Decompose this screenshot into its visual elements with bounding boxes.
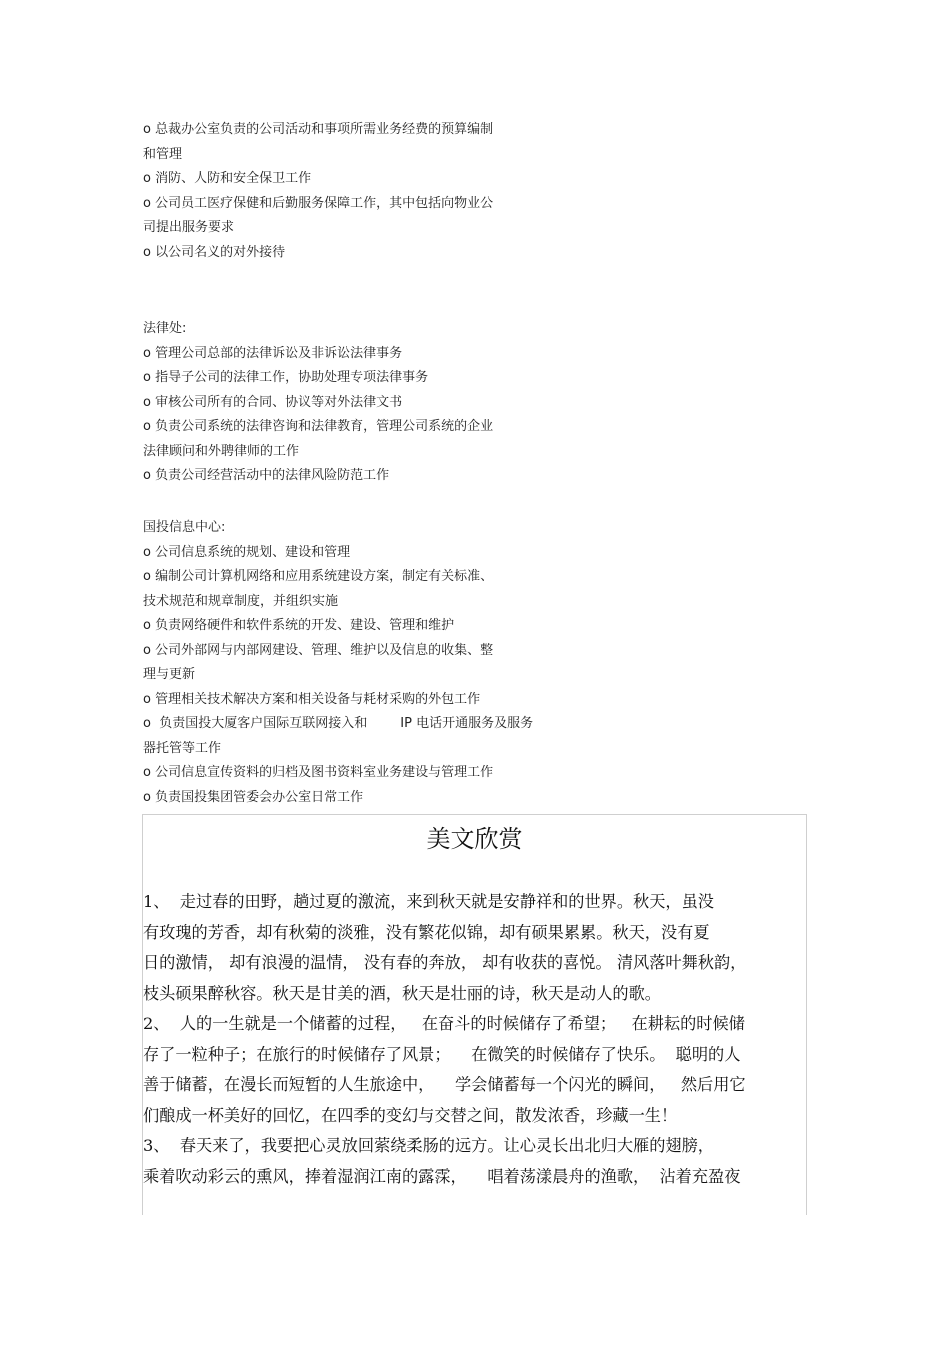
list-item: o 负责网络硬件和软件系统的开发、建设、管理和维护 [143, 618, 455, 633]
list-item: o 以公司名义的对外接待 [143, 244, 286, 260]
essay-paragraph: 2、 人的一生就是一个储蓄的过程， 在奋斗的时候储存了希望； 在耕耘的时候储 存了一粒种子；在旅行的时候储存了风景； 在微笑的时候储存了快乐。 聪明的人 善于储蓄，在漫长而短暂的人生旅途中， 学会储蓄每一个闪光的瞬间， 然后用它 们酿成一杯美好的回忆，在四季的变幻与交替之间，散发浓香，珍藏一生！ [143, 1014, 746, 1125]
list-item: o 编制公司计算机网络和应用系统建设方案，制定有关标准、 技术规范和规章制度，并组织实施 [143, 569, 494, 609]
list-item: o 公司员工医疗保健和后勤服务保障工作，其中包括向物业公 司提出服务要求 [143, 195, 494, 235]
list-item: o 指导子公司的法律工作，协助处理专项法律事务 [143, 370, 429, 385]
list-item: o 审核公司所有的合同、协议等对外法律文书 [143, 394, 403, 410]
essay-title: 美文欣赏 [426, 825, 523, 853]
list-item: o 公司信息宣传资料的归档及图书资料室业务建设与管理工作 [143, 765, 494, 780]
section-heading: 国投信息中心: [143, 520, 226, 535]
list-item: o 公司信息系统的规划、建设和管理 [143, 544, 351, 560]
legal-section [143, 317, 603, 489]
list-item: o 负责公司经营活动中的法律风险防范工作 [143, 468, 390, 483]
essay-paragraph: 1、 走过春的田野，趟过夏的激流，来到秋天就是安静祥和的世界。秋天，虽没 有玫瑰的芳香，却有秋菊的淡雅，没有繁花似锦，却有硕果累累。秋天，没有夏 日的激情， 却有浪漫的温情， 没有春的奔放， 却有收获的喜悦。 清风落叶舞秋韵， 枝头硕果醉秋容。秋天是甘美的酒，秋天是壮丽的诗，秋天是动人的歌。 [143, 892, 747, 1003]
list-item: o 管理公司总部的法律诉讼及非诉讼法律事务 [143, 345, 403, 361]
list-item: o 消防、人防和安全保卫工作 [143, 171, 312, 186]
essay-panel [142, 814, 807, 1215]
essay-body [143, 887, 806, 1192]
essay-paragraph: 3、 春天来了，我要把心灵放回萦绕柔肠的远方。让心灵长出北归大雁的翅膀， 乘着吹动彩云的熏风，捧着湿润江南的露霂， 唱着荡漾晨舟的渔歌， 沾着充盈夜 [143, 1136, 741, 1186]
list-item: o 管理相关技术解决方案和相关设备与耗材采购的外包工作 [143, 691, 481, 707]
list-item: o 公司外部网与内部网建设、管理、维护以及信息的收集、整 理与更新 [143, 642, 494, 682]
admin-duties [143, 118, 603, 265]
list-item: o 负责国投集团管委会办公室日常工作 [143, 789, 364, 805]
info-center-section [143, 516, 613, 810]
list-item: o 负责国投大厦客户国际互联网接入和 IP 电话开通服务及服务 器托管等工作 [143, 716, 534, 756]
list-item: o 总裁办公室负责的公司活动和事项所需业务经费的预算编制 和管理 [143, 122, 494, 162]
list-item: o 负责公司系统的法律咨询和法律教育，管理公司系统的企业 法律顾问和外聘律师的工作 [143, 419, 494, 459]
section-heading: 法律处: [143, 321, 187, 336]
